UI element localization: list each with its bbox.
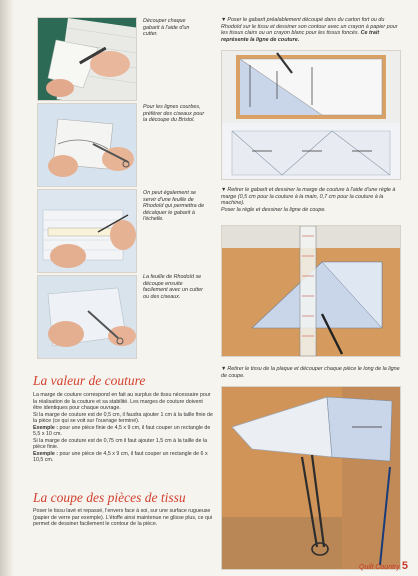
brand-name: Quilt Country xyxy=(359,564,400,571)
caption-cutter: Découper chaque gabarit à l'aide d'un cutter. xyxy=(143,18,190,38)
section-title-seam-allowance: La valeur de couture xyxy=(33,373,146,388)
page-spine-shadow xyxy=(0,0,14,576)
step-arrow: ▼ xyxy=(221,366,227,372)
section-body-fabric-cutting: Poser le tissu lavé et repassé, l'envers face à soi, sur une surface rugueuse (papier de verre par exemple). L'étoffe ainsi maintenue ne glisse plus, ce qui permet de dessiner facilement le contour de la pièce. xyxy=(33,508,213,527)
step-seam-allowance: ▼Retirer le gabarit et dessiner la marge de couture à l'aide d'une règle à marge (0,5 cm pour la couture à la main, 0,7 cm pour la couture à la machine). Poser la règle et dessiner la ligne de coupe. xyxy=(221,187,396,213)
section-title-fabric-cutting: La coupe des pièces de tissu xyxy=(33,490,186,505)
photo-rhodoid-tracing xyxy=(37,189,137,273)
step-arrow: ▼ xyxy=(221,17,227,23)
step-cut-pieces: ▼Retirer le tissu de la plaque et découper chaque pièce le long de la ligne de coupe. xyxy=(221,366,400,379)
section-body-seam-allowance: La marge de couture correspond en fait au surplus de tissu nécessaire pour la réalisation de la couture et sa stabilité. Les marges de couture doivent être identiques pour chaque ouvrage. Si la marge de couture est de 0,5 cm, il faudra ajouter 1 cm à la taille finie de la pièce (ce qui se voit sur l'ouvrage terminé). Exemple : pour une pièce finie de 4,5 x 9 cm, il faut couper un rectangle de 5,5 x 10 cm. Si la marge de couture est de 0,75 cm il faut ajouter 1,5 cm à la taille de la pièce finie. Exemple : pour une pièce de 4,5 x 9 cm, il faut couper un rectangle de 6 x 10,5 cm. xyxy=(33,392,213,463)
step-arrow: ▼ xyxy=(221,187,227,193)
photo-rhodoid-cutting xyxy=(37,275,137,359)
caption-scissors: Pour les lignes courbes, préférer des ciseaux pour la découpe du Bristol. xyxy=(143,104,205,124)
page-footer xyxy=(359,560,408,572)
photo-ruler-cutting-line xyxy=(221,225,401,357)
step-emphasis: Ce trait représente la ligne de couture. xyxy=(221,30,380,43)
photo-scissors-curves xyxy=(37,103,137,187)
caption-rhodoid-tracing: On peut également se servir d'une feuille de Rhodoïd qui permettra de décalquer le gabarit à l'échelle. xyxy=(143,190,205,223)
photo-cutter-cutting xyxy=(37,17,137,101)
page-number: 5 xyxy=(401,560,408,572)
photo-template-on-fabric xyxy=(221,50,401,180)
photo-cutting-fabric xyxy=(221,386,401,570)
caption-rhodoid-cutting: La feuille de Rhodoïd se découpe ensuite facilement avec un cutter ou des ciseaux. xyxy=(143,274,203,300)
step-trace-template: ▼Poser le gabarit préalablement découpé dans du carton fort ou du Rhodoïd sur le tissu et dessiner son contour avec un crayon à papier pour les tissus clairs ou un crayon blanc pour les tissus foncés. Ce trait représente la ligne de couture. xyxy=(221,17,398,43)
